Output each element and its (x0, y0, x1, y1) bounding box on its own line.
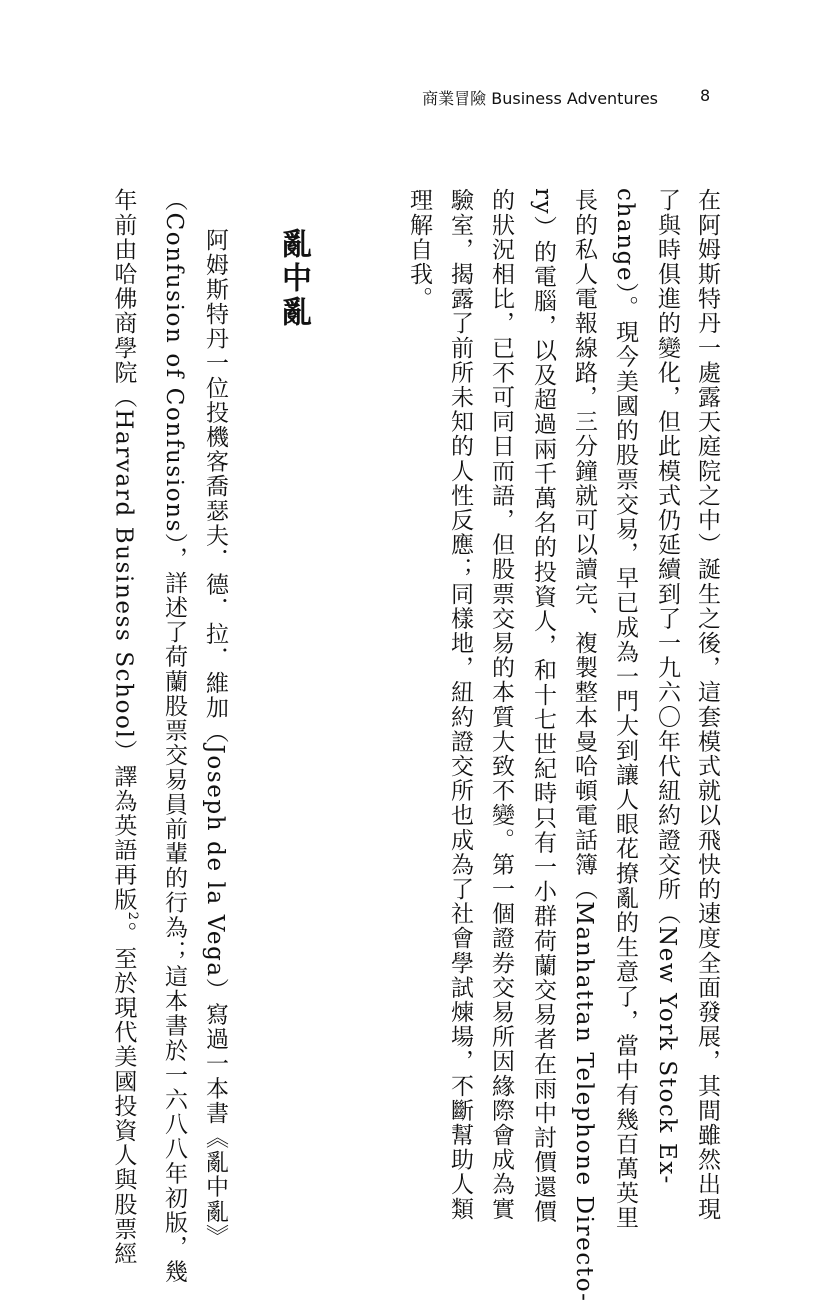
section-heading: 亂中亂 (276, 228, 311, 330)
text-column: change）。現今美國的股票交易，早已成為一門大到讓人眼花撩亂的生意了，當中有幾百萬英里 (612, 188, 638, 1231)
text-column: 在阿姆斯特丹一處露天庭院之中）誕生之後，這套模式就以飛快的速度全面發展，其間雖然出現 (694, 188, 720, 1222)
text-segment: 。至於現代美國投資人與股票經 (110, 921, 137, 1266)
running-head-title: 商業冒險 Business Adventures (422, 89, 658, 108)
text-column: 驗室，揭露了前所未知的人性反應；同樣地，紐約證交所也成為了社會學試煉場，不斷幫助人類 (447, 188, 473, 1222)
running-head (0, 86, 820, 110)
text-column: 的狀況相比，已不可同日而語，但股票交易的本質大致不變。第一個證券交易所因緣際會成為實 (488, 188, 514, 1222)
text-column: 理解自我。 (406, 188, 432, 311)
text-column: 長的私人電報線路，三分鐘就可以讀完、複製整本曼哈頓電話簿（Manhattan Telephone Directo- (571, 188, 597, 1303)
text-column: （Confusion of Confusions），詳述了荷蘭股票交易員前輩的行為；這本書於一六八八年初版，幾 (161, 188, 187, 1285)
text-segment: 年前由哈佛商學院（Harvard Business School）譯為英語再版 (110, 188, 137, 912)
footnote-reference[interactable]: 2 (125, 911, 140, 922)
text-column-with-note (110, 188, 151, 1266)
text-column: ry）的電腦，以及超過兩千萬名的投資人，和十七世紀時只有一小群荷蘭交易者在雨中討價還價 (530, 188, 556, 1224)
text-column: 阿姆斯特丹一位投機客喬瑟夫．德．拉．維加（Joseph de la Vega）寫過一本書《亂中亂》 (202, 228, 228, 1249)
page-number: 8 (700, 86, 711, 105)
text-column: 了與時俱進的變化，但此模式仍延續到了一九六〇年代紐約證交所（New York Stock Ex- (654, 188, 680, 1185)
